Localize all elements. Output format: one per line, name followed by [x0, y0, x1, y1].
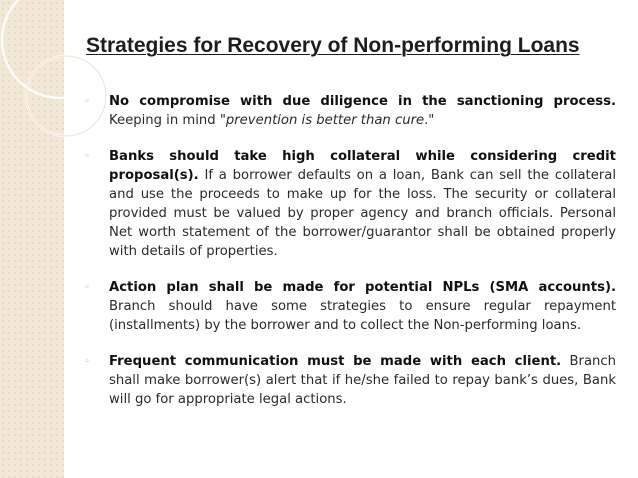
list-item	[84, 147, 616, 261]
list-item-text	[109, 147, 616, 261]
slide-title: Strategies for Recovery of Non-performing Loans	[86, 34, 580, 57]
list-item-text	[109, 352, 616, 409]
list-item-heading: Banks should take high collateral while considering credit proposal(s).	[109, 149, 616, 183]
list-item	[84, 92, 616, 130]
list-item-heading: Action plan shall be made for potential NPLs (SMA accounts).	[109, 280, 616, 295]
list-item-body: If a borrower defaults on a loan, Bank can sell the collateral and use the proceeds to make up for the loss. The security or collateral provided must be valued by proper agency and branch officials. Personal Net worth statement of the borrower/guarantor shall be obtained properly with details of properties.	[109, 168, 616, 259]
bullet-list	[84, 92, 616, 426]
list-item-body: Branch shall make borrower(s) alert that if he/she failed to repay bank’s dues, Bank will go for appropriate legal actions.	[109, 354, 616, 407]
list-item	[84, 352, 616, 409]
list-item-text	[109, 92, 616, 130]
list-item	[84, 278, 616, 335]
bullet-icon: ◦	[84, 151, 90, 162]
list-item-body: Branch should have some strategies to ensure regular repayment (installments) by the borrower and to collect the Non-performing loans.	[109, 299, 616, 333]
list-item-heading: Frequent communication must be made with each client.	[109, 354, 562, 369]
list-item-text	[109, 278, 616, 335]
list-item-body: ."	[424, 113, 435, 128]
list-item-heading: No compromise with due diligence in the sanctioning process.	[109, 94, 616, 109]
bullet-icon: ◦	[84, 356, 90, 367]
bullet-icon: ◦	[84, 96, 90, 107]
list-item-emphasis: prevention is better than cure	[225, 113, 425, 128]
list-item-body: Keeping in mind "	[109, 113, 226, 128]
bullet-icon: ◦	[84, 282, 90, 293]
